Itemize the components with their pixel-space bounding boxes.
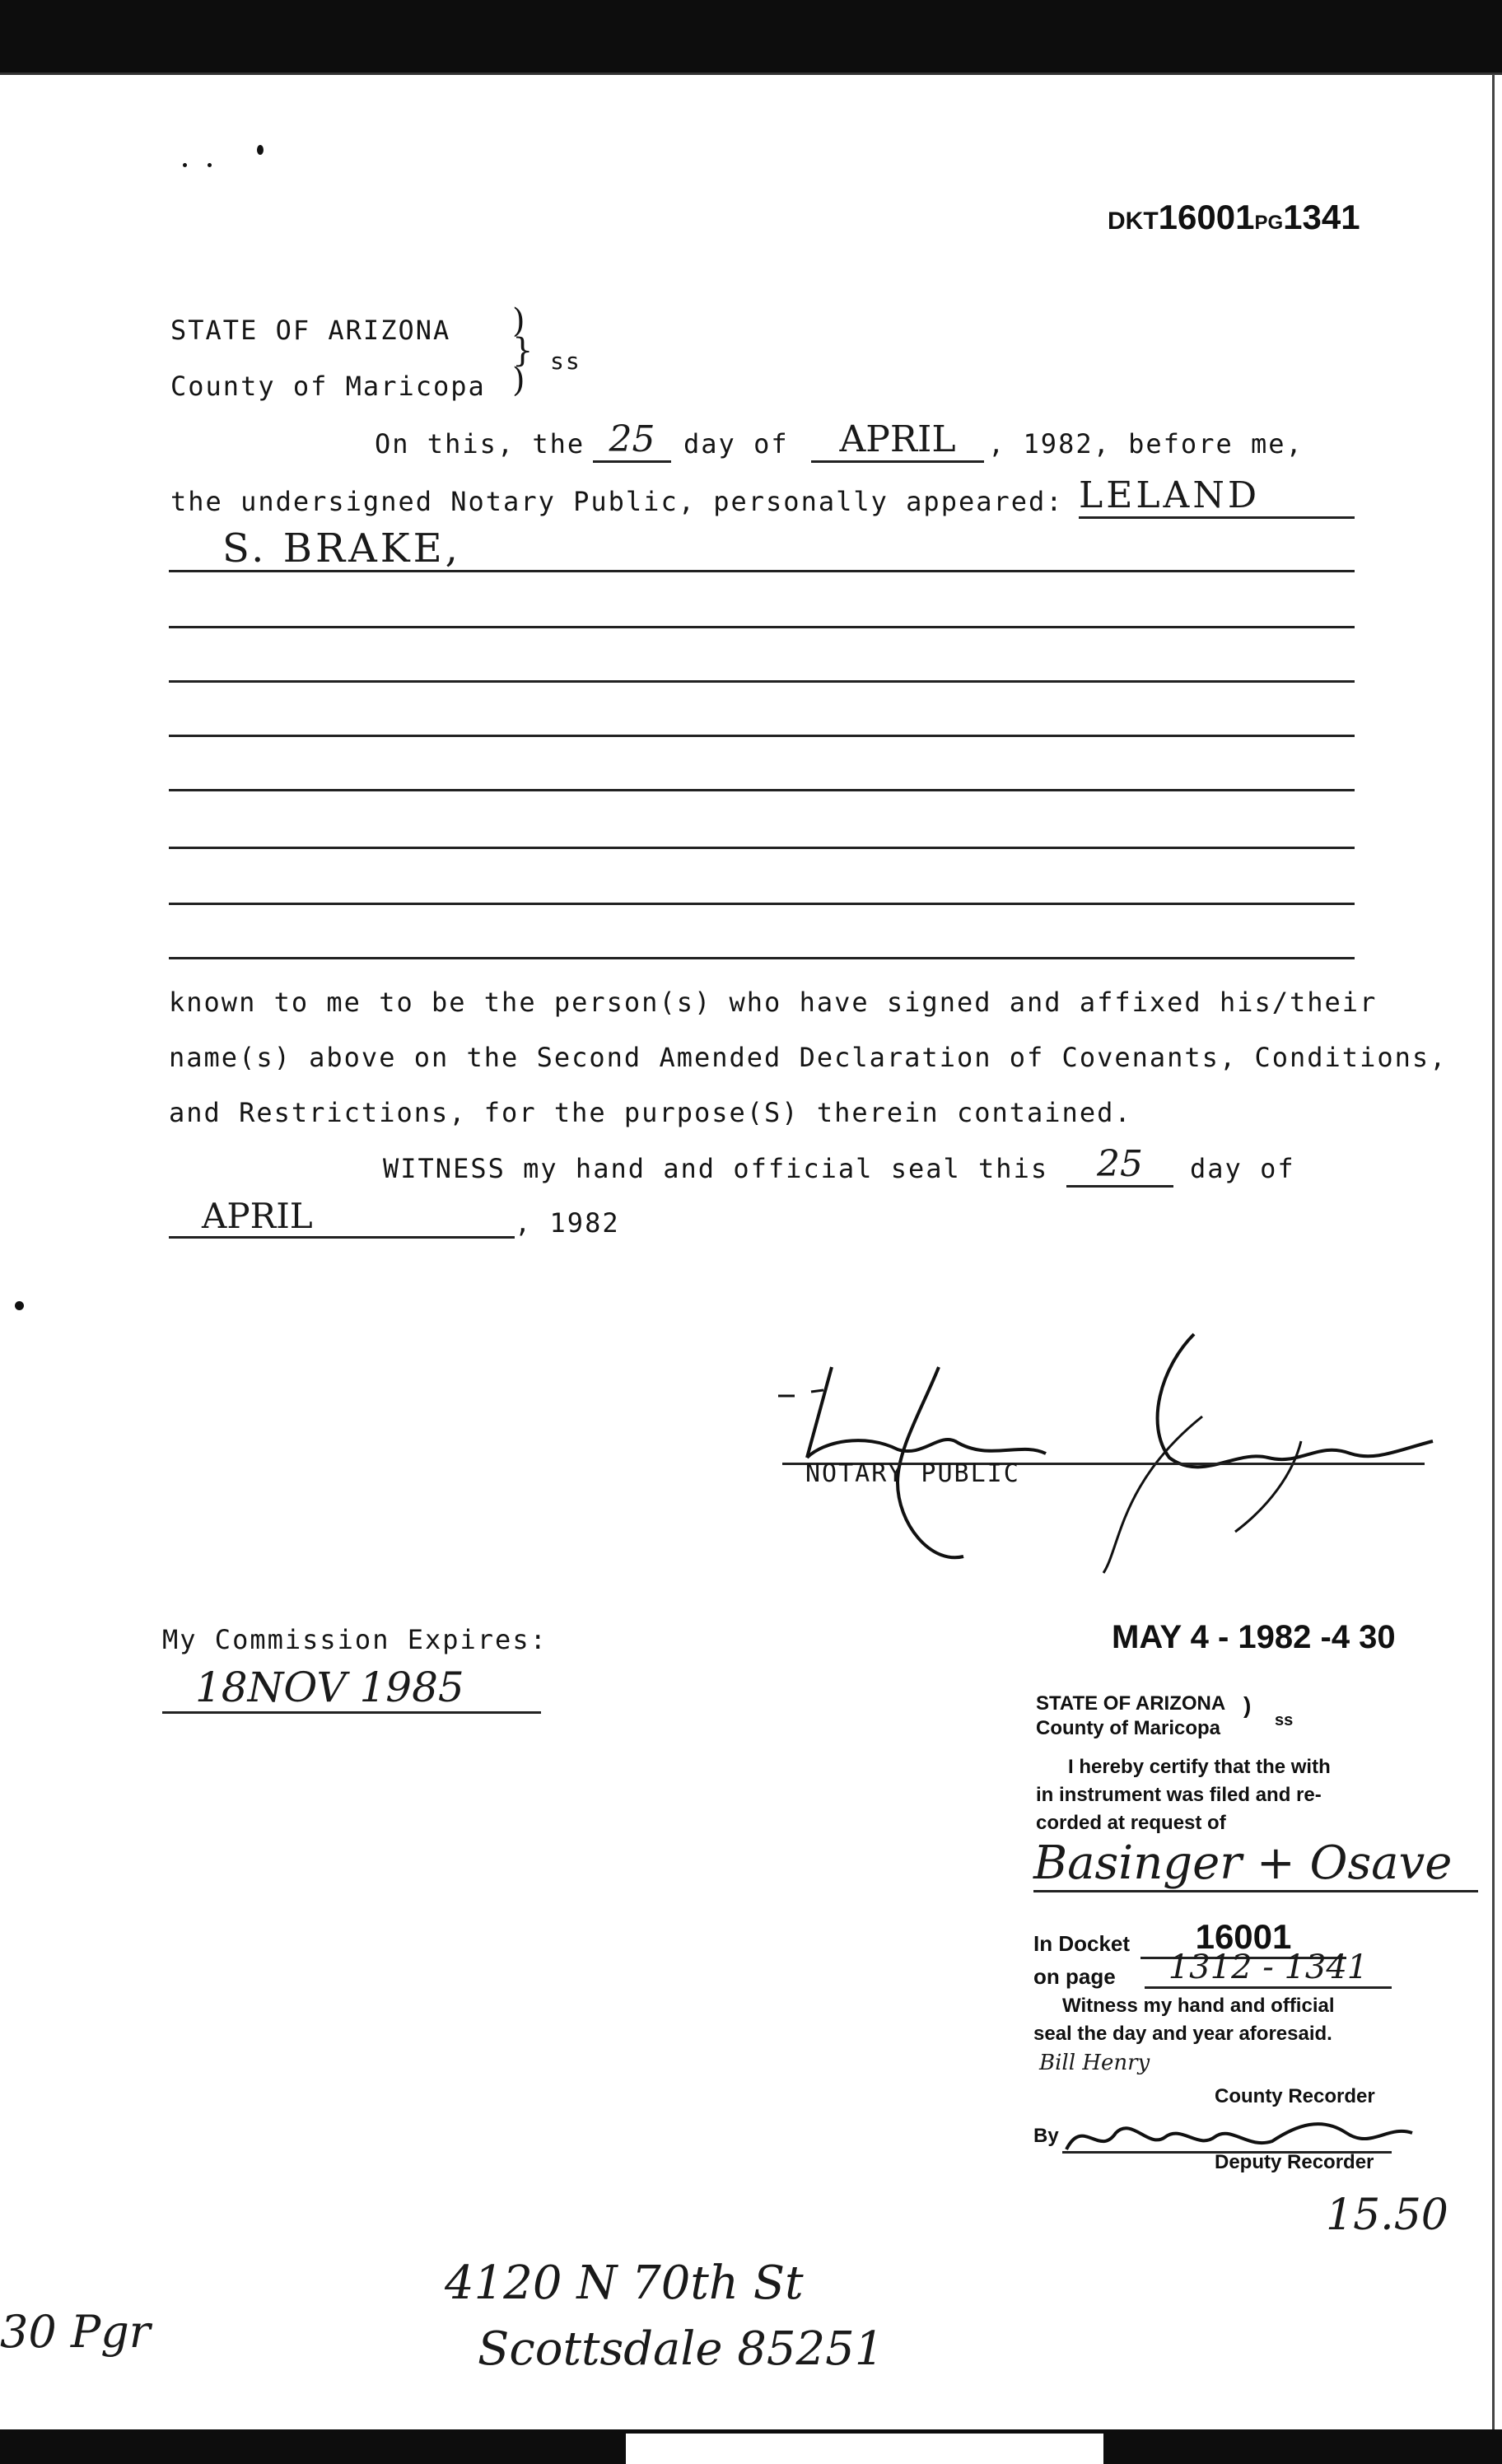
- venue-state: STATE OF ARIZONA: [170, 315, 451, 346]
- stamp-certify2: in instrument was filed and re-: [1036, 1784, 1322, 1806]
- top-scan-edge: [0, 72, 1502, 86]
- ack-month: APRIL: [811, 418, 984, 463]
- ack-body-line2: name(s) above on the Second Amended Declaration of Covenants, Conditions,: [169, 1042, 1448, 1073]
- witness-day-of: day of: [1190, 1153, 1295, 1184]
- stamp-docket-value: 16001: [1140, 1917, 1346, 1959]
- venue-brace: ) } ): [512, 302, 534, 399]
- stamp-county-recorder: County Recorder: [1215, 2085, 1375, 2107]
- blank-line: [169, 680, 1355, 683]
- page-prefix: PG: [1254, 212, 1284, 234]
- stamp-page-value: 1312 - 1341: [1145, 1948, 1392, 1989]
- notary-label: NOTARY PUBLIC: [805, 1459, 1020, 1488]
- witness-day: 25: [1066, 1143, 1173, 1188]
- notary-signature: [774, 1318, 1449, 1581]
- stamp-deputy: Deputy Recorder: [1215, 2151, 1374, 2173]
- stamp-county: County of Maricopa: [1036, 1717, 1221, 1739]
- blank-line: [169, 957, 1355, 959]
- speck: [257, 145, 264, 155]
- stamp-page-label: on page: [1033, 1964, 1116, 1989]
- ack-day-of: day of: [683, 428, 789, 460]
- docket-header: [1108, 198, 1360, 237]
- docket-prefix: DKT: [1108, 208, 1159, 235]
- witness-month: APRIL: [169, 1196, 515, 1239]
- stamp-received: MAY 4 - 1982 -4 30: [1112, 1619, 1396, 1655]
- stamp-requester: Basinger + Osave: [1033, 1836, 1478, 1892]
- blank-line: [169, 903, 1355, 905]
- top-scan-border: [0, 0, 1502, 76]
- stamp-certify3: corded at request of: [1036, 1812, 1226, 1834]
- stamp-witness2: seal the day and year aforesaid.: [1033, 2023, 1332, 2045]
- ack-body-line1: known to me to be the person(s) who have signed and affixed his/their: [169, 987, 1378, 1018]
- stamp-certify1: I hereby certify that the with: [1068, 1756, 1331, 1778]
- ack-on-this: On this, the: [375, 428, 585, 460]
- ack-appeared: the undersigned Notary Public, personally appeared:: [170, 486, 1064, 517]
- return-address-line1: 4120 N 70th St: [445, 2256, 804, 2310]
- page-number: 1341: [1283, 198, 1360, 236]
- right-scan-edge: [1492, 74, 1495, 2429]
- commission-label: My Commission Expires:: [162, 1624, 548, 1655]
- ack-name-line1: LELAND: [1079, 474, 1355, 519]
- blank-line: [169, 847, 1355, 849]
- stamp-witness1: Witness my hand and official: [1062, 1995, 1335, 2017]
- speck: [183, 163, 187, 167]
- stamp-recorder-name: Bill Henry: [1039, 2051, 1150, 2075]
- stamp-state: STATE OF ARIZONA: [1036, 1692, 1226, 1715]
- ack-body-line3: and Restrictions, for the purpose(S) therein contained.: [169, 1097, 1132, 1128]
- venue-county: County of Maricopa: [170, 371, 486, 402]
- docket-number: 16001: [1158, 198, 1255, 236]
- speck: [208, 163, 212, 167]
- stamp-brace: ): [1243, 1692, 1252, 1718]
- blank-line: [169, 570, 1355, 572]
- blank-line: [169, 789, 1355, 791]
- ack-name-line2: S. BRAKE,: [222, 525, 461, 572]
- witness-year: , 1982: [515, 1207, 620, 1239]
- venue-ss: ss: [550, 348, 581, 375]
- ack-day: 25: [593, 418, 671, 463]
- blank-line: [169, 735, 1355, 737]
- blank-line: [169, 626, 1355, 628]
- stamp-by: By: [1033, 2125, 1059, 2147]
- stamp-docket-label: In Docket: [1033, 1931, 1131, 1956]
- bottom-scan-gap: [626, 2434, 1103, 2464]
- stamp-ss: ss: [1275, 1711, 1294, 1729]
- ack-year: , 1982, before me,: [988, 428, 1304, 460]
- witness-text: WITNESS my hand and official seal this: [383, 1153, 1049, 1184]
- margin-note: 30 Pgr: [0, 2306, 151, 2358]
- commission-date: 18NOV 1985: [162, 1664, 541, 1714]
- speck: [15, 1301, 24, 1310]
- fee: 15.50: [1326, 2191, 1448, 2240]
- return-address-line2: Scottsdale 85251: [478, 2322, 884, 2376]
